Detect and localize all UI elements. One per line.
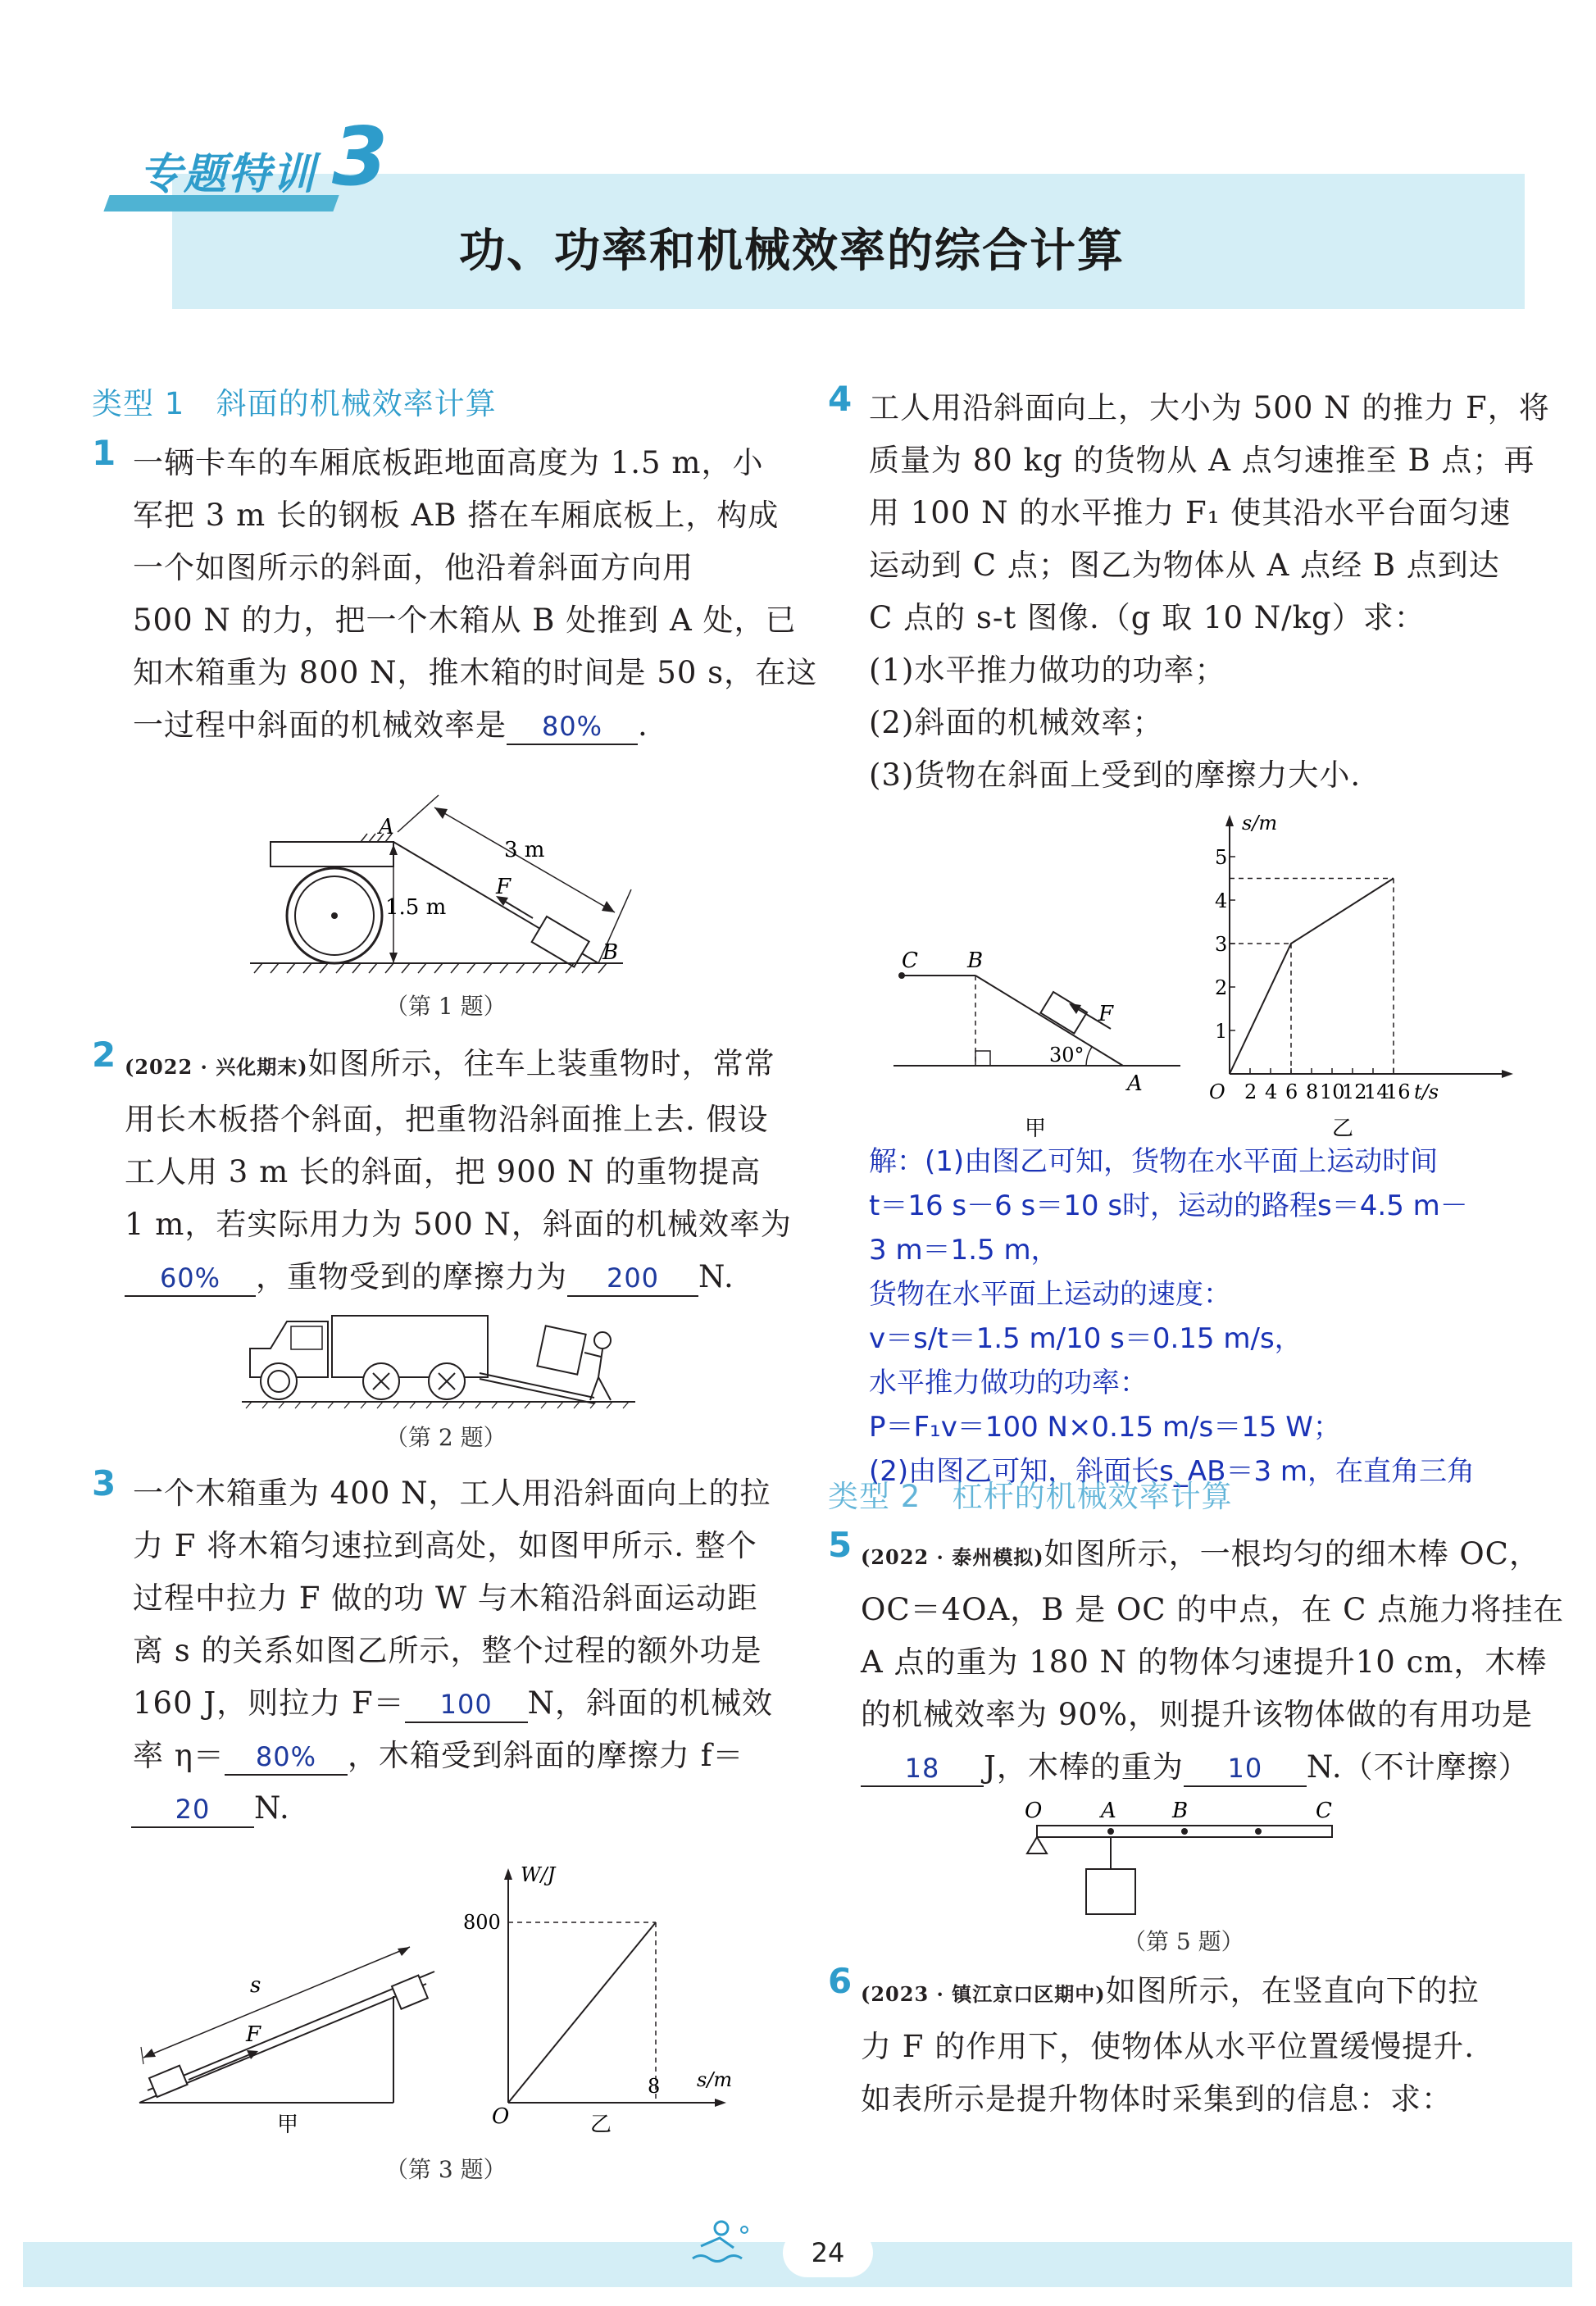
q3-line: 一个木箱重为 400 N，工人用沿斜面向上的拉	[133, 1476, 771, 1511]
q3-yval: 800	[463, 1911, 501, 1934]
q4-line: 工人用沿斜面向上，大小为 500 N 的推力 F，将	[869, 390, 1550, 425]
solution-line: v＝s/t＝1.5 m/10 s＝0.15 m/s，	[869, 1322, 1303, 1355]
q5-label-o: O	[1025, 1799, 1043, 1823]
q5-answer-work: 18	[861, 1751, 984, 1787]
q2-source: (2022 · 兴化期末)	[125, 1055, 308, 1079]
q4-ytick: 3	[1215, 933, 1228, 956]
q3-number: 3	[92, 1463, 116, 1503]
page-title: 功、功率和机械效率的综合计算	[459, 225, 1125, 278]
q3-answer-friction: 20	[131, 1792, 254, 1828]
type1-name: 斜面的机械效率计算	[216, 386, 497, 421]
q4-label-c: C	[902, 948, 918, 973]
q3-line: 力 F 将木箱匀速拉到高处，如图甲所示. 整个	[133, 1528, 757, 1563]
q4-xtick: 16	[1385, 1080, 1411, 1103]
q2-line: 工人用 3 m 长的斜面，把 900 N 的重物提高	[125, 1154, 762, 1189]
q4-line: C 点的 s-t 图像.（g 取 10 N/kg）求：	[869, 600, 1425, 635]
q4-ticks	[1230, 857, 1394, 1074]
q4-label-a: A	[1127, 1071, 1143, 1096]
q4-ylabel: s/m	[1242, 812, 1278, 835]
q4-xtick: 8	[1306, 1080, 1319, 1103]
q6-text	[861, 1965, 1480, 2126]
q3-ylabel: W/J	[521, 1863, 556, 1886]
solution-line: 3 m＝1.5 m，	[869, 1234, 1059, 1267]
solution-line: P＝F₁v＝100 N×0.15 m/s＝15 W；	[869, 1411, 1341, 1444]
q3-text	[133, 1467, 773, 1835]
q4-line: 用 100 N 的水平推力 F₁ 使其沿水平台面匀速	[869, 495, 1512, 530]
q3-answer-efficiency: 80%	[225, 1740, 348, 1776]
q3-label-yi: 乙	[590, 2113, 612, 2137]
q3-label-jia: 甲	[277, 2113, 299, 2137]
q1-answer: 80%	[507, 709, 638, 745]
q5-answer-weight: 10	[1184, 1751, 1307, 1787]
q1-label-h: 1.5 m	[385, 895, 447, 920]
q3-answer-force: 100	[405, 1687, 528, 1723]
q4-ytick: 4	[1215, 889, 1228, 912]
q4-ytick: 5	[1215, 846, 1228, 869]
q4-ytick: 1	[1215, 1020, 1228, 1043]
q2-figure	[242, 1303, 652, 1410]
q2-line: 1 m，若实际用力为 500 N，斜面的机械效率为	[125, 1207, 792, 1242]
q1-text	[133, 437, 817, 752]
q5-caption: （第 5 题）	[1123, 1928, 1244, 1955]
q1-line-last: 一过程中斜面的机械效率是 80% .	[133, 699, 817, 752]
header-label: 专题特训	[139, 150, 317, 199]
q2-caption: （第 2 题）	[385, 1424, 507, 1451]
q1-figure	[238, 783, 664, 980]
q4-xtick: 2	[1244, 1080, 1257, 1103]
q5-line-first: (2022 · 泰州模拟)如图所示，一根均匀的细木棒 OC，	[861, 1536, 1540, 1571]
q2-line-first: (2022 · 兴化期末)如图所示，往车上装重物时，常常	[125, 1046, 775, 1081]
q2-answer-efficiency: 60%	[125, 1261, 256, 1297]
q2-line: 用长木板搭个斜面，把重物沿斜面推上去. 假设	[125, 1102, 769, 1137]
q1-line: 500 N 的力，把一个木箱从 B 处推到 A 处，已	[133, 603, 797, 638]
q3-line: 过程中拉力 F 做的功 W 与木箱沿斜面运动距	[133, 1581, 758, 1616]
q4-label-yi: 乙	[1332, 1117, 1354, 1141]
type2-name: 杠杆的机械效率计算	[952, 1479, 1233, 1514]
q1-label-len: 3 m	[504, 838, 545, 862]
q4-xtick: 4	[1265, 1080, 1278, 1103]
q1-line: 一个如图所示的斜面，他沿着斜面方向用	[133, 550, 693, 585]
q4-origin: O	[1209, 1080, 1225, 1103]
solution-line: 水平推力做功的功率：	[869, 1367, 1148, 1399]
header-number: 3	[332, 111, 389, 204]
solution-line: t＝16 s－6 s＝10 s时，运动的路程s＝4.5 m－	[869, 1189, 1468, 1222]
q4-line: (3)货物在斜面上受到的摩擦力大小.	[869, 757, 1362, 793]
q6-source: (2023 · 镇江京口区期中)	[861, 1982, 1106, 2006]
q1-label-f: F	[496, 875, 512, 899]
q4-xlabel: t/s	[1414, 1080, 1439, 1103]
q3-xval: 8	[648, 2075, 661, 2098]
q3-label-s: s	[250, 1973, 261, 1998]
q4-label-jia: 甲	[1025, 1117, 1047, 1141]
q5-line: 的机械效率为 90%，则提升该物体做的有用功是	[861, 1697, 1533, 1732]
q6-line: 力 F 的作用下，使物体从水平位置缓慢提升.	[861, 2029, 1475, 2064]
q3-line: 离 s 的关系如图乙所示，整个过程的额外功是	[133, 1633, 762, 1668]
type2-label: 类型 2	[828, 1479, 921, 1514]
q6-line-first: (2023 · 镇江京口区期中)如图所示，在竖直向下的拉	[861, 1973, 1480, 2008]
q5-line-last: 18 J，木棒的重为 10 N.（不计摩擦）	[861, 1741, 1564, 1794]
q4-xtick: 12	[1342, 1080, 1367, 1103]
type1-label: 类型 1	[92, 386, 185, 421]
q3-xlabel: s/m	[697, 2068, 733, 2091]
type2-heading	[828, 1471, 1233, 1516]
q4-ytick: 2	[1215, 976, 1228, 999]
q4-line: (1)水平推力做功的功率；	[869, 653, 1226, 688]
q1-label-a: A	[379, 815, 394, 839]
q4-label-f: F	[1098, 1002, 1114, 1026]
q5-text	[861, 1528, 1564, 1794]
q4-number: 4	[828, 379, 853, 419]
q5-line: A 点的重为 180 N 的物体匀速提升10 cm，木棒	[861, 1644, 1548, 1680]
solution-line: 解：(1)由图乙可知，货物在水平面上运动时间	[869, 1145, 1439, 1178]
q1-line: 一辆卡车的车厢底板距地面高度为 1.5 m，小	[133, 445, 764, 480]
q3-figure	[131, 1857, 771, 2152]
q2-number: 2	[92, 1035, 116, 1075]
q1-caption: （第 1 题）	[385, 993, 507, 1020]
q6-number: 6	[828, 1961, 853, 2001]
q4-line: 运动到 C 点；图乙为物体从 A 点经 B 点到达	[869, 548, 1500, 583]
q3-label-f: F	[246, 2022, 261, 2047]
type1-heading	[92, 379, 497, 423]
page-number: 24	[783, 2228, 873, 2277]
q4-line: 质量为 80 kg 的货物从 A 点匀速推至 B 点；再	[869, 443, 1535, 478]
q2-answer-friction: 200	[567, 1261, 698, 1297]
q2-line-last: 60% ，重物受到的摩擦力为 200 N.	[125, 1251, 792, 1303]
q3-line-5: 160 J，则拉力 F＝ 100 N，斜面的机械效	[133, 1677, 773, 1730]
q4-label-b: B	[967, 948, 984, 973]
q4-line: (2)斜面的机械效率；	[869, 705, 1164, 740]
q1-label-b: B	[602, 940, 619, 965]
q3-line-7: 20 N.	[131, 1782, 773, 1835]
q4-label-angle: 30°	[1049, 1044, 1084, 1067]
q5-source: (2022 · 泰州模拟)	[861, 1545, 1044, 1569]
solution-line: (2)由图乙可知，斜面长s_AB＝3 m，在直角三角	[869, 1455, 1476, 1488]
q4-xtick: 6	[1285, 1080, 1298, 1103]
q5-label-c: C	[1316, 1799, 1332, 1823]
q6-line: 如表所示是提升物体时采集到的信息：求：	[861, 2081, 1453, 2117]
q4-solution	[869, 1139, 1475, 1494]
q4-xtick: 10	[1320, 1080, 1345, 1103]
q2-text	[125, 1038, 792, 1303]
q5-number: 5	[828, 1525, 853, 1565]
q5-figure	[1021, 1791, 1348, 1922]
q5-line: OC＝4OA，B 是 OC 的中点，在 C 点施力将挂在	[861, 1592, 1565, 1627]
solution-line: 货物在水平面上运动的速度：	[869, 1278, 1231, 1311]
q4-text	[869, 382, 1550, 802]
q1-line: 知木箱重为 800 N，推木箱的时间是 50 s，在这	[133, 655, 818, 690]
q1-line: 军把 3 m 长的钢板 AB 搭在车厢底板上，构成	[133, 498, 780, 533]
q1-number: 1	[92, 433, 116, 473]
q3-line-6: 率 η＝ 80% ，木箱受到斜面的摩擦力 f＝	[133, 1730, 773, 1782]
q3-caption: （第 3 题）	[385, 2156, 507, 2183]
q4-xtick: 14	[1364, 1080, 1389, 1103]
q5-label-b: B	[1172, 1799, 1189, 1823]
q3-origin: O	[492, 2104, 510, 2129]
q5-label-a: A	[1101, 1799, 1116, 1823]
q4-figure	[877, 812, 1549, 1144]
swimmer-icon	[689, 2213, 754, 2271]
q4-st-line	[1230, 879, 1394, 1075]
